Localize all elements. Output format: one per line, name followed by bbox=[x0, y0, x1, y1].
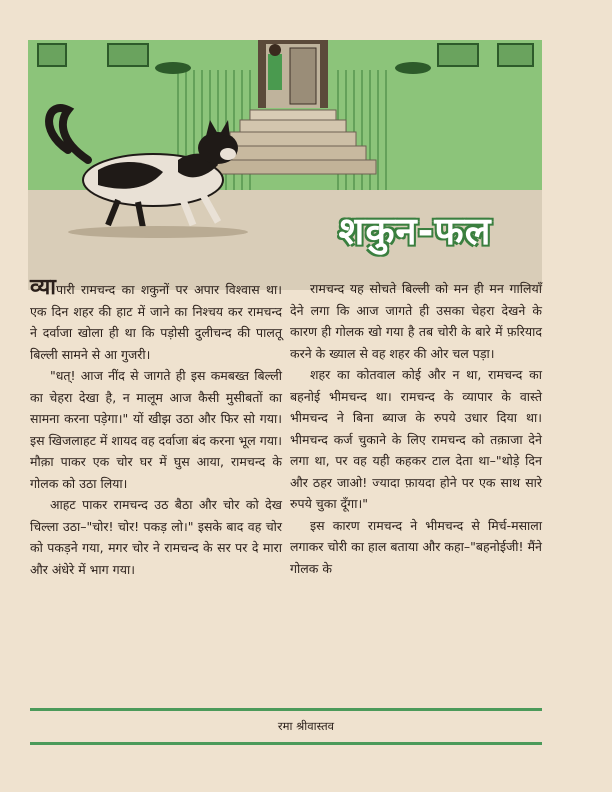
cat-head bbox=[198, 132, 238, 164]
story-title: शकुन-फल bbox=[338, 209, 492, 253]
man-head bbox=[269, 44, 281, 56]
right-column bbox=[290, 278, 542, 579]
window-right-1 bbox=[438, 44, 478, 66]
window-left-1 bbox=[38, 44, 66, 66]
pot-right bbox=[395, 62, 431, 74]
door-panel bbox=[290, 48, 316, 104]
left-paragraph-3: आहट पाकर रामचन्द उठ बैठा और चोर को देख चिल्ला उठा–"चोर! चोर! पकड़ लो।" इसके बाद वह चोर को पकड़ने गया, मगर चोर ने रामचन्द के सर पर दे मारा और अंधेरे में भाग गया। bbox=[30, 497, 282, 577]
footer-rule-top bbox=[30, 708, 542, 711]
right-paragraph-3: इस कारण रामचन्द ने भीमचन्द से मिर्च-मसाला लगाकर चोरी का हाल बताया और कहा–"बहनोईजी! मैंने गोलक के bbox=[290, 517, 542, 576]
left-column bbox=[30, 275, 282, 580]
window-right-2 bbox=[498, 44, 533, 66]
left-paragraph-1-text: पारी रामचन्द का शकुनों पर अपार विश्वास था। एक दिन शहर की हाट में जाने का निश्चय कर रामचन्द ने दर्वाजा खोला ही था कि पड़ोसी दुलीचन्द की पालतू बिल्ली सामने से आ गुजरी। bbox=[30, 282, 282, 362]
window-left-2 bbox=[108, 44, 148, 66]
dropcap: व्या bbox=[30, 275, 56, 300]
left-paragraph-2: "धत्! आज नींद से जागते ही इस कमबख्त बिल्ली का चेहरा देखा है, न मालूम आज कैसी मुसीबतों का सामना करना पड़ेगा।" यों खीझ उठा और फिर सो गया। इस खिजलाहट में शायद वह दर्वाजा बंद करना भूल गया। मौक़ा पाकर एक चोर घर में घुस आया, रामचन्द के गोलक को उठा लिया। bbox=[30, 368, 282, 491]
left-paragraph-1 bbox=[30, 275, 282, 365]
step-2 bbox=[240, 120, 346, 132]
man-figure bbox=[268, 54, 282, 90]
cat-muzzle bbox=[220, 148, 236, 160]
step-4 bbox=[220, 146, 366, 160]
cat-shadow bbox=[68, 226, 248, 238]
step-3 bbox=[230, 132, 356, 146]
author-name: रमा श्रीवास्तव bbox=[277, 719, 335, 733]
step-5 bbox=[210, 160, 376, 174]
pot-left bbox=[155, 62, 191, 74]
right-paragraph-2: शहर का कोतवाल कोई और न था, रामचन्द का बहनोई भीमचन्द था। रामचन्द के व्यापार के वास्ते भीमचन्द ने बिना ब्याज के रुपये उधार दिया था। भीमचन्द कर्ज चुकाने के लिए रामचन्द को तक़ाजा देने लगा था, पर वह यही कहकर टाल देता था–"थोड़े दिन और ठहर जाओ! ज्यादा फ़ायदा होने पर एक साथ सारे रुपये चुका दूँगा।" bbox=[290, 367, 542, 511]
step-1 bbox=[250, 110, 336, 120]
right-paragraph-1: रामचन्द यह सोचते बिल्ली को मन ही मन गालियाँ देने लगा कि आज जागते ही उसका चेहरा देखने के कारण ही गोलक खो गया है तब चोरी के बारे में फ़रियाद करने के ख्याल से वह शहर की ओर चल पड़ा। bbox=[290, 281, 542, 361]
footer-rule-bottom bbox=[30, 742, 542, 745]
